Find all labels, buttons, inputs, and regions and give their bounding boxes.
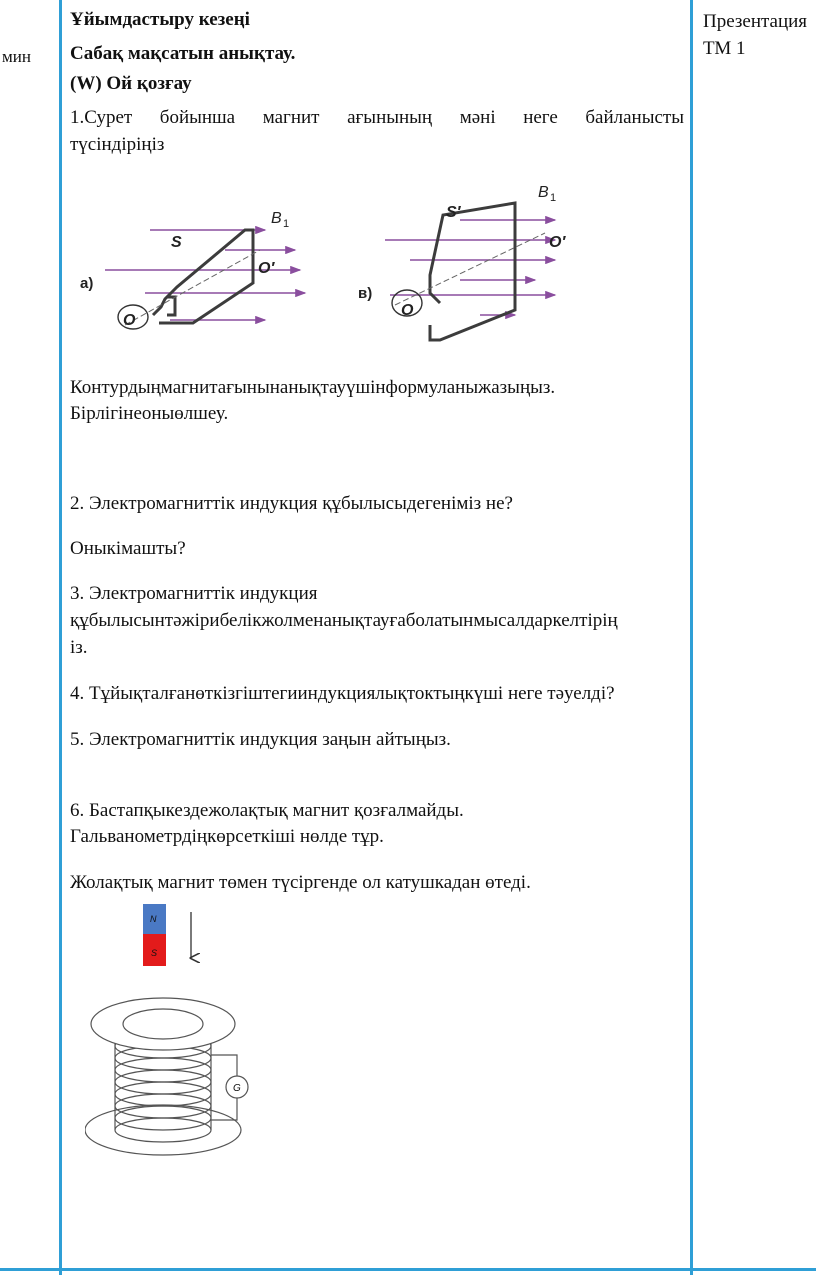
- flux-task-line-2: Бірлігінеоныөлшеу.: [70, 403, 229, 424]
- frame-a-diagram: [80, 210, 305, 329]
- question-3-line-2: құбылысынтәжірибелікжолменанықтауғаболатынмысалдаркелтірің: [70, 610, 618, 631]
- heading-think: (W) Ой қозғау: [70, 73, 192, 94]
- frame-a-label-case: а): [80, 275, 94, 292]
- frame-b-label-case: в): [358, 285, 373, 302]
- table-border-right: [690, 0, 693, 1275]
- magnet-north-label: N: [150, 914, 157, 924]
- question-6-line-2: Гальванометрдіңкөрсеткіші нөлде тұр.: [70, 826, 384, 847]
- question-4: 4. Тұйықталғанөткізгіштегииндукциялықтоктыңкүші неге тәуелді?: [70, 683, 615, 704]
- question-3-line-3: із.: [70, 637, 88, 658]
- flux-figure: [75, 175, 595, 355]
- frame-b-label-b-sub: 1: [550, 192, 557, 204]
- question-1-line-1: 1.Сурет бойынша магнит ағынының мәні неге байланысты: [70, 107, 684, 128]
- frame-a-label-b-sub: 1: [283, 218, 290, 230]
- coil-figure: [85, 900, 285, 1160]
- coil: [85, 998, 241, 1155]
- question-2: 2. Электромагниттік индукция құбылысыдегеніміз не?: [70, 493, 513, 514]
- heading-stage: Ұйымдастыру кезеңі: [70, 9, 250, 30]
- resource-tm: ТМ 1: [703, 38, 746, 59]
- table-border-left: [59, 0, 62, 1275]
- frame-b-label-o-prime: O′: [549, 234, 566, 251]
- table-border-bottom: [0, 1268, 816, 1271]
- question-3-line-1: 3. Электромагниттік индукция: [70, 583, 318, 604]
- frame-a-label-o: O: [123, 312, 136, 329]
- question-6-line-3: Жолақтық магнит төмен түсіргенде ол катушкадан өтеді.: [70, 872, 531, 893]
- magnet-south-label: S: [151, 948, 158, 958]
- frame-b-label-o: O: [401, 302, 414, 319]
- frame-b-diagram: [358, 184, 566, 340]
- question-6-line-1: 6. Бастапқыкездежолақтық магнит қозғалмайды.: [70, 800, 464, 821]
- question-5: 5. Электромагниттік индукция заңын айтыңыз.: [70, 729, 451, 750]
- frame-a-label-s: S: [171, 234, 182, 251]
- frame-a-label-b: B: [271, 210, 282, 227]
- question-2b: Оныкімашты?: [70, 538, 186, 559]
- resource-presentation: Презентация: [703, 11, 808, 32]
- frame-a-label-o-prime: O′: [258, 260, 275, 277]
- frame-b-label-s: S′: [446, 204, 461, 221]
- galvanometer-label: G: [233, 1083, 241, 1094]
- frame-b-label-b: B: [538, 184, 549, 201]
- heading-goal: Сабақ мақсатын анықтау.: [70, 43, 296, 64]
- question-1-line-2: түсіндіріңіз: [70, 134, 165, 155]
- time-cell: мин: [2, 47, 31, 66]
- flux-task-line-1: Контурдыңмагнитағынынанықтауүшінформуланыжазыңыз.: [70, 377, 556, 398]
